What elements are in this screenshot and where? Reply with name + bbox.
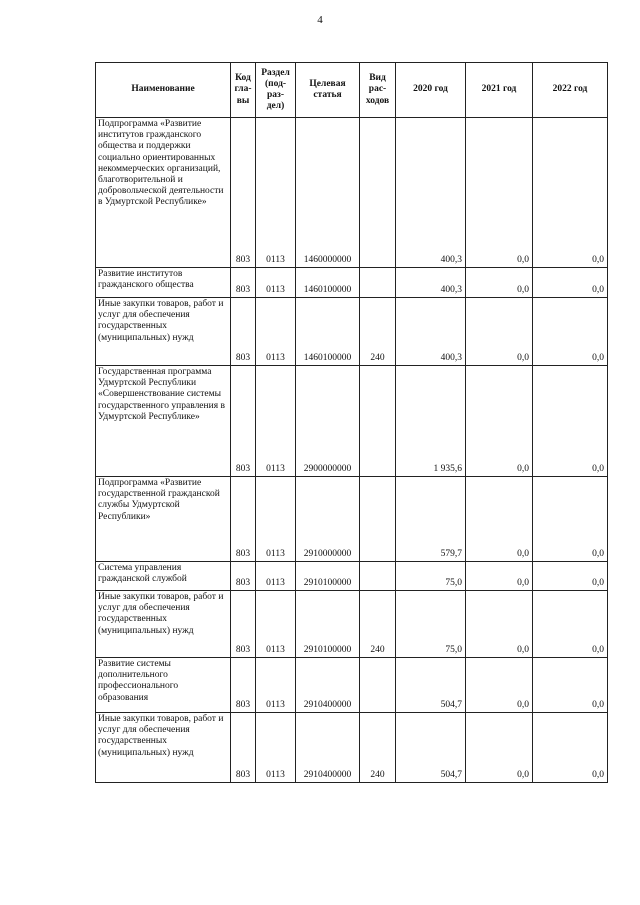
row-2021: 0,0 bbox=[466, 591, 533, 658]
row-section: 0113 bbox=[256, 658, 296, 713]
row-code: 803 bbox=[231, 713, 256, 783]
row-2020: 75,0 bbox=[396, 591, 466, 658]
table-row bbox=[96, 658, 608, 713]
row-code: 803 bbox=[231, 591, 256, 658]
row-code: 803 bbox=[231, 366, 256, 477]
row-code: 803 bbox=[231, 118, 256, 268]
row-2020: 504,7 bbox=[396, 713, 466, 783]
row-section: 0113 bbox=[256, 562, 296, 591]
row-2021: 0,0 bbox=[466, 713, 533, 783]
header-type: Вид рас- ходов bbox=[360, 63, 396, 118]
page-number: 4 bbox=[317, 14, 323, 26]
row-2021: 0,0 bbox=[466, 298, 533, 366]
table-row bbox=[96, 366, 608, 477]
row-section: 0113 bbox=[256, 713, 296, 783]
row-2021: 0,0 bbox=[466, 562, 533, 591]
header-section: Раздел (под- раз- дел) bbox=[256, 63, 296, 118]
row-code: 803 bbox=[231, 658, 256, 713]
row-2022: 0,0 bbox=[533, 477, 608, 562]
row-name: Развитие институтов гражданского общества bbox=[96, 268, 231, 298]
row-type bbox=[360, 366, 396, 477]
row-2020: 1 935,6 bbox=[396, 366, 466, 477]
row-type bbox=[360, 118, 396, 268]
row-2020: 75,0 bbox=[396, 562, 466, 591]
row-code: 803 bbox=[231, 562, 256, 591]
table-row bbox=[96, 591, 608, 658]
row-target: 1460100000 bbox=[296, 298, 360, 366]
row-target: 2910100000 bbox=[296, 562, 360, 591]
row-2020: 504,7 bbox=[396, 658, 466, 713]
budget-table bbox=[95, 62, 608, 783]
row-code: 803 bbox=[231, 477, 256, 562]
row-target: 2910100000 bbox=[296, 591, 360, 658]
row-2021: 0,0 bbox=[466, 477, 533, 562]
row-type: 240 bbox=[360, 591, 396, 658]
row-section: 0113 bbox=[256, 366, 296, 477]
row-2021: 0,0 bbox=[466, 268, 533, 298]
table-row bbox=[96, 562, 608, 591]
row-2020: 400,3 bbox=[396, 118, 466, 268]
row-target: 1460000000 bbox=[296, 118, 360, 268]
row-2022: 0,0 bbox=[533, 562, 608, 591]
row-2020: 400,3 bbox=[396, 298, 466, 366]
row-2022: 0,0 bbox=[533, 366, 608, 477]
row-2022: 0,0 bbox=[533, 591, 608, 658]
header-name: Наименование bbox=[96, 63, 231, 118]
row-type bbox=[360, 658, 396, 713]
row-type: 240 bbox=[360, 298, 396, 366]
row-code: 803 bbox=[231, 298, 256, 366]
row-2020: 579,7 bbox=[396, 477, 466, 562]
row-target: 2910400000 bbox=[296, 713, 360, 783]
table-row bbox=[96, 268, 608, 298]
row-type: 240 bbox=[360, 713, 396, 783]
row-2021: 0,0 bbox=[466, 366, 533, 477]
row-2022: 0,0 bbox=[533, 268, 608, 298]
header-2022: 2022 год bbox=[533, 63, 608, 118]
header-2021: 2021 год bbox=[466, 63, 533, 118]
row-section: 0113 bbox=[256, 591, 296, 658]
table-row bbox=[96, 477, 608, 562]
table-row bbox=[96, 298, 608, 366]
row-code: 803 bbox=[231, 268, 256, 298]
row-name: Иные закупки товаров, работ и услуг для обеспечения государственных (муниципальных) нужд bbox=[96, 713, 231, 783]
row-name: Государственная программа Удмуртской Республики «Совершенствование системы государственного управления в Удмуртской Республике» bbox=[96, 366, 231, 477]
row-section: 0113 bbox=[256, 477, 296, 562]
row-target: 1460100000 bbox=[296, 268, 360, 298]
row-2020: 400,3 bbox=[396, 268, 466, 298]
row-2022: 0,0 bbox=[533, 658, 608, 713]
row-2022: 0,0 bbox=[533, 118, 608, 268]
row-section: 0113 bbox=[256, 298, 296, 366]
row-name: Иные закупки товаров, работ и услуг для обеспечения государственных (муниципальных) нужд bbox=[96, 591, 231, 658]
row-type bbox=[360, 562, 396, 591]
row-name: Развитие системы дополнительного профессионального образования bbox=[96, 658, 231, 713]
row-2021: 0,0 bbox=[466, 118, 533, 268]
row-section: 0113 bbox=[256, 118, 296, 268]
table-row bbox=[96, 118, 608, 268]
row-type bbox=[360, 268, 396, 298]
row-name: Иные закупки товаров, работ и услуг для обеспечения государственных (муниципальных) нужд bbox=[96, 298, 231, 366]
table-row bbox=[96, 713, 608, 783]
row-target: 2900000000 bbox=[296, 366, 360, 477]
row-2021: 0,0 bbox=[466, 658, 533, 713]
header-target: Целевая статья bbox=[296, 63, 360, 118]
row-2022: 0,0 bbox=[533, 713, 608, 783]
row-type bbox=[360, 477, 396, 562]
header-code: Код гла- вы bbox=[231, 63, 256, 118]
header-2020: 2020 год bbox=[396, 63, 466, 118]
row-target: 2910000000 bbox=[296, 477, 360, 562]
row-target: 2910400000 bbox=[296, 658, 360, 713]
row-name: Подпрограмма «Развитие государственной гражданской службы Удмуртской Республики» bbox=[96, 477, 231, 562]
row-section: 0113 bbox=[256, 268, 296, 298]
row-2022: 0,0 bbox=[533, 298, 608, 366]
row-name: Система управления гражданской службой bbox=[96, 562, 231, 591]
row-name: Подпрограмма «Развитие институтов гражданского общества и поддержки социально ориентированных некоммерческих организаций, благотворительной и добровольческой деятельности в Удмуртской Республике» bbox=[96, 118, 231, 268]
table-header-row bbox=[96, 63, 608, 118]
